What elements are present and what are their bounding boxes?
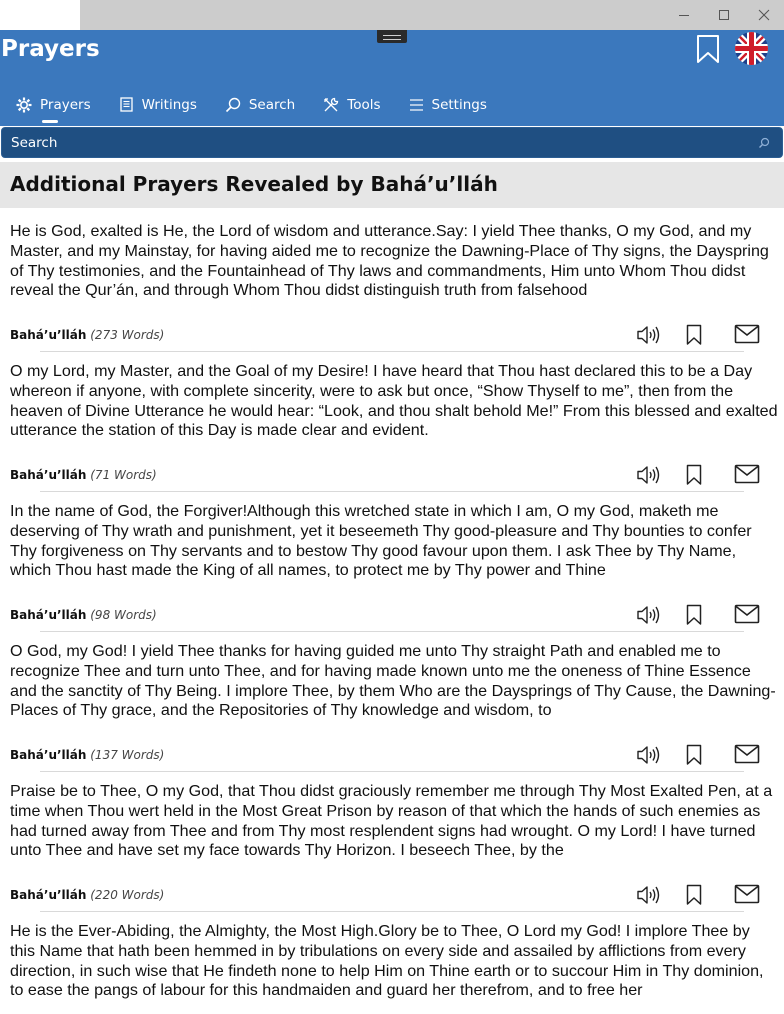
- search-input[interactable]: [2, 128, 742, 157]
- mail-icon: [734, 884, 760, 904]
- tab-tools-label: Tools: [347, 97, 381, 113]
- tab-search[interactable]: [209, 88, 307, 122]
- prayer-text[interactable]: He is God, exalted is He, the Lord of wisdom and utterance.Say: I yield Thee thanks, O my God, and my Master, and my Mainstay, for having aided me to recognize the Dawning-Place of Thy signs, the Dayspring of Thy testimonies, and the Fountainhead of Thy laws and commandments, Him unto Whom Thou didst reveal the Qur’án, and through Whom Thou didst distinguish truth from falsehood: [10, 222, 769, 300]
- prayer-meta: [10, 328, 164, 342]
- app-header: [0, 30, 784, 126]
- bookmark-icon: [686, 604, 702, 626]
- tab-writings[interactable]: [103, 88, 209, 122]
- bookmark-icon: [686, 324, 702, 346]
- app-title: Prayers: [1, 36, 100, 62]
- read-aloud-button[interactable]: [636, 324, 660, 351]
- maximize-icon: [718, 9, 730, 21]
- search-submit-icon[interactable]: [758, 137, 770, 149]
- prayer-word-count: (220 Words): [90, 888, 165, 902]
- prayer-meta: [10, 888, 164, 902]
- minimize-icon: [678, 9, 690, 21]
- maximize-button[interactable]: [704, 0, 744, 30]
- email-button[interactable]: [734, 464, 760, 489]
- prayer-word-count: (98 Words): [90, 608, 157, 622]
- close-button[interactable]: [744, 0, 784, 30]
- speaker-icon: [636, 744, 660, 766]
- prayer-actions: [632, 464, 764, 488]
- uk-flag-icon: [735, 32, 768, 65]
- email-button[interactable]: [734, 884, 760, 909]
- speaker-icon: [636, 884, 660, 906]
- drag-handle[interactable]: [377, 30, 407, 43]
- email-button[interactable]: [734, 604, 760, 629]
- tab-prayers-label: Prayers: [40, 97, 91, 113]
- prayer-item[interactable]: [0, 362, 784, 502]
- prayer-actions: [632, 604, 764, 628]
- book-icon: [119, 97, 134, 113]
- bookmark-button[interactable]: [686, 884, 702, 911]
- tab-tools[interactable]: [307, 88, 392, 122]
- main-nav: [0, 88, 499, 122]
- prayer-item[interactable]: [0, 782, 784, 922]
- mail-icon: [734, 744, 760, 764]
- divider: [40, 911, 744, 912]
- bookmark-button[interactable]: [686, 744, 702, 771]
- prayer-text[interactable]: He is the Ever-Abiding, the Almighty, the Most High.Glory be to Thee, O Lord my God! I implore Thee by this Name that hath been hemmed in by tribulations on every side and assailed by afflictions from every direction, in such wise that He findeth none to help Him on Thine earth or to succour Him in Thy dominion, to ease the pangs of labour for this handmaiden and guard her therefrom, and to free her: [10, 922, 764, 1000]
- divider: [40, 631, 744, 632]
- tab-settings-label: Settings: [431, 97, 487, 113]
- prayer-item[interactable]: [0, 922, 784, 1014]
- bookmark-button[interactable]: [686, 464, 702, 491]
- titlebar-tab: [0, 0, 80, 30]
- mail-icon: [734, 604, 760, 624]
- prayer-author: Bahá’u’lláh: [10, 748, 87, 762]
- language-button[interactable]: [735, 32, 768, 65]
- prayer-actions: [632, 324, 764, 348]
- prayer-word-count: (71 Words): [90, 468, 157, 482]
- email-button[interactable]: [734, 744, 760, 769]
- prayer-actions: [632, 744, 764, 768]
- section-title: Additional Prayers Revealed by Bahá’u’lláh: [10, 172, 498, 196]
- speaker-icon: [636, 604, 660, 626]
- bookmark-icon: [686, 884, 702, 906]
- tab-search-label: Search: [248, 97, 296, 113]
- mail-icon: [734, 464, 760, 484]
- bookmark-icon: [686, 464, 702, 486]
- divider: [40, 351, 744, 352]
- prayer-author: Bahá’u’lláh: [10, 468, 87, 482]
- speaker-icon: [636, 464, 660, 486]
- tab-prayers[interactable]: [0, 88, 103, 122]
- speaker-icon: [636, 324, 660, 346]
- bookmark-button[interactable]: [686, 604, 702, 631]
- prayer-item[interactable]: [0, 502, 784, 642]
- prayer-meta: [10, 608, 157, 622]
- prayer-word-count: (273 Words): [90, 328, 165, 342]
- bookmarks-button[interactable]: [696, 34, 720, 64]
- section-header: [0, 162, 784, 208]
- search-bar: [1, 127, 783, 158]
- prayer-text[interactable]: Praise be to Thee, O my God, that Thou didst graciously remember me through Thy Most Exalted Pen, at a time when Thou wert held in the Most Great Prison by reason of that which the hands of such enemies as had turned away from Thee and from Thy most resplendent signs had wrought. O my Lord! I have turned unto Thee and have set my face towards Thy Horizon. I beseech Thee, by the: [10, 782, 773, 860]
- email-button[interactable]: [734, 324, 760, 349]
- prayer-actions: [632, 884, 764, 908]
- prayer-author: Bahá’u’lláh: [10, 328, 87, 342]
- tab-settings[interactable]: [393, 88, 499, 122]
- minimize-button[interactable]: [664, 0, 704, 30]
- read-aloud-button[interactable]: [636, 464, 660, 491]
- divider: [40, 771, 744, 772]
- prayer-text[interactable]: O my Lord, my Master, and the Goal of my Desire! I have heard that Thou hast declared this to be a Day whereon if anyone, with complete sincerity, were to ask but once, “Show Thyself to me”, then from the heaven of Divine Utterance he would hear: “Look, and thou shalt behold Me!” From this blessed and exalted utterance the station of this Day is made clear and evident.: [10, 362, 778, 440]
- search-icon: [225, 97, 241, 113]
- prayer-meta: [10, 468, 157, 482]
- prayer-item[interactable]: [0, 222, 784, 362]
- prayer-text[interactable]: O God, my God! I yield Thee thanks for having guided me unto Thy straight Path and enabled me to recognize Thee and turn unto Thee, and for having made known unto me the oneness of Thine Essence and the sanctity of Thy Being. I implore Thee, by them Who are the Daysprings of Thy Cause, the Dawning-Places of Thy grace, and the Repositories of Thy knowledge and wisdom, to: [10, 642, 776, 720]
- prayer-meta: [10, 748, 164, 762]
- bookmark-icon: [686, 744, 702, 766]
- window-titlebar: [0, 0, 784, 30]
- bookmark-icon: [696, 34, 720, 64]
- read-aloud-button[interactable]: [636, 604, 660, 631]
- tools-icon: [323, 97, 339, 113]
- prayer-item[interactable]: [0, 642, 784, 782]
- close-icon: [758, 9, 770, 21]
- tab-writings-label: Writings: [141, 97, 197, 113]
- read-aloud-button[interactable]: [636, 744, 660, 771]
- menu-icon: [409, 98, 424, 112]
- divider: [40, 491, 744, 492]
- bookmark-button[interactable]: [686, 324, 702, 351]
- gear-icon: [16, 97, 32, 113]
- prayer-word-count: (137 Words): [90, 748, 165, 762]
- read-aloud-button[interactable]: [636, 884, 660, 911]
- prayer-author: Bahá’u’lláh: [10, 608, 87, 622]
- prayer-text[interactable]: In the name of God, the Forgiver!Although this wretched state in which I am, O my God, maketh me deserving of Thy wrath and punishment, yet it beseemeth Thy good-pleasure and Thy bounties to confer Thy forgiveness on Thy servants and to bestow Thy good favour upon them. I ask Thee by Thy Name, which Thou hast made the King of all names, to protect me by Thy power and Thine: [10, 502, 752, 580]
- mail-icon: [734, 324, 760, 344]
- prayer-list: [0, 222, 784, 1014]
- prayer-author: Bahá’u’lláh: [10, 888, 87, 902]
